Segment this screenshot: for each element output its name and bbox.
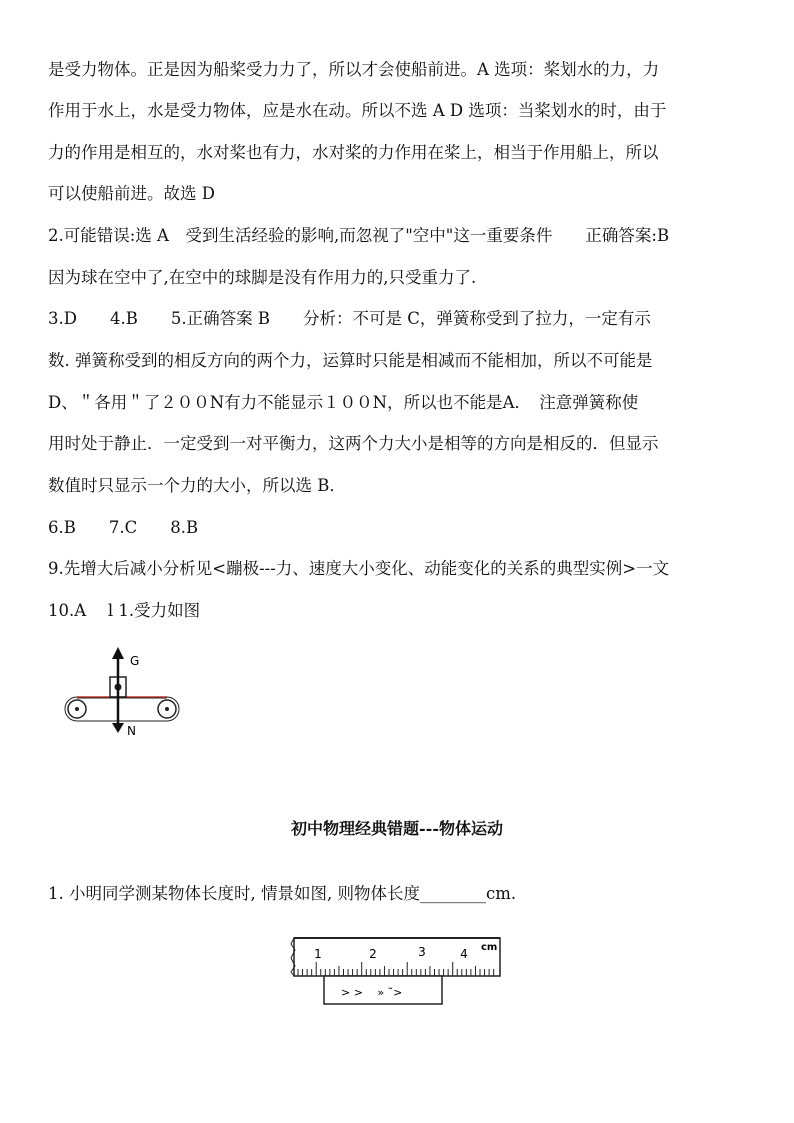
ruler-unit-label: cm — [481, 942, 498, 953]
answer-line: 可以使船前进。故选 D — [48, 184, 215, 203]
force-label-n: N — [127, 724, 136, 738]
ruler-diagram — [288, 934, 508, 1008]
force-diagram — [55, 645, 205, 740]
answer-line: 数. 弹簧称受到的相反方向的两个力，运算时只能是相减而不能相加，所以不可能是 — [48, 351, 653, 370]
answer-line: 3.D 4.B 5.正确答案 B 分析：不可是 C，弹簧称受到了拉力，一定有示 — [48, 309, 651, 328]
answer-line: 力的作用是相互的，水对桨也有力，水对桨的力作用在桨上，相当于作用船上，所以 — [48, 143, 659, 162]
answer-line: 6.B 7.C 8.B — [48, 518, 199, 537]
answer-line: 9.先增大后减小分析见<蹦极---力、速度大小变化、动能变化的关系的典型实例>一文 — [48, 559, 670, 578]
ruler-tick-label: 1 — [314, 947, 322, 961]
arrow-up-icon — [112, 647, 124, 659]
answer-line: D、＂各用＂了２００N有力不能显示１００N，所以也不能是A． 注意弹簧称使 — [48, 393, 639, 412]
ruler-tick-label: 4 — [460, 947, 468, 961]
answer-line: 因为球在空中了,在空中的球脚是没有作用力的,只受重力了. — [48, 268, 477, 287]
object-marks: > > » ˜> — [341, 986, 403, 999]
answer-line: 10.A l 1.受力如图 — [48, 601, 201, 620]
answer-line: 是受力物体。正是因为船桨受力力了，所以才会使船前进。A 选项：桨划水的力，力 — [48, 60, 660, 79]
arrow-down-icon — [112, 723, 124, 733]
force-label-g: G — [130, 654, 140, 668]
answer-line: 用时处于静止．一定受到一对平衡力，这两个力大小是相等的方向是相反的．但显示 — [48, 434, 659, 453]
ruler-tick-label: 3 — [418, 945, 426, 959]
question-1: 1. 小明同学测某物体长度时, 情景如图, 则物体长度________cm. — [48, 884, 517, 903]
ruler-tick-label: 2 — [369, 947, 377, 961]
answer-line: 作用于水上，水是受力物体，应是水在动。所以不选 A D 选项：当桨划水的时，由于 — [48, 101, 667, 120]
answer-line: 数值时只显示一个力的大小，所以选 B． — [48, 476, 346, 495]
answer-line: 2.可能错误:选 A 受到生活经验的影响,而忽视了"空中"这一重要条件 正确答案:B — [48, 226, 670, 245]
section-title: 初中物理经典错题---物体运动 — [291, 819, 503, 838]
